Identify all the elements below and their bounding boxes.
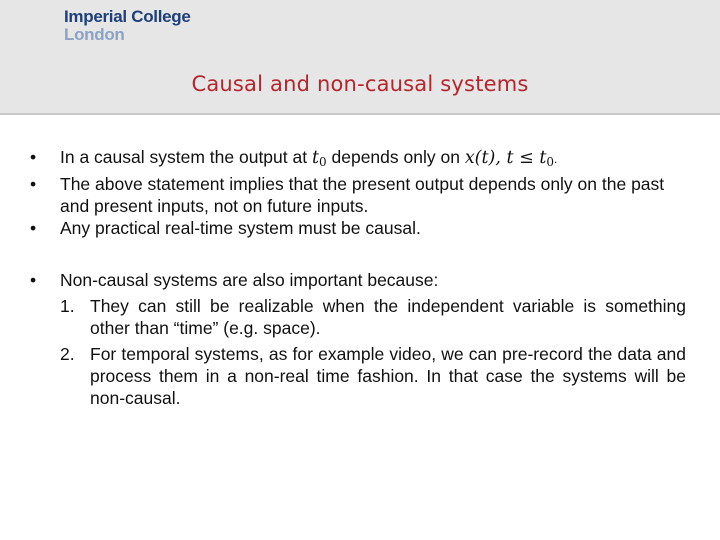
bullet-text-mid: depends only on bbox=[326, 147, 465, 167]
item-number: 2. bbox=[60, 344, 75, 364]
bullet-implication bbox=[30, 173, 686, 217]
slide-header bbox=[0, 0, 720, 115]
bullet-end: . bbox=[554, 152, 558, 166]
bullet-marker: • bbox=[30, 147, 37, 167]
bullet-text: Non-causal systems are also important because: bbox=[60, 270, 439, 290]
item-number: 1. bbox=[60, 296, 75, 316]
bullet-causal-definition bbox=[30, 146, 686, 173]
slide-body bbox=[30, 146, 686, 409]
bullet-noncausal bbox=[30, 269, 686, 291]
numbered-item-1 bbox=[30, 295, 686, 339]
imperial-college-logo bbox=[64, 8, 191, 44]
bullet-marker: • bbox=[30, 218, 37, 238]
bullet-text: Any practical real-time system must be causal. bbox=[60, 218, 421, 238]
numbered-item-2 bbox=[30, 343, 686, 409]
item-text: For temporal systems, as for example video, we can pre-record the data and process them in a non-real time fashion. In that case the systems will be non-causal. bbox=[90, 344, 686, 408]
bullet-text: The above statement implies that the present output depends only on the past and present inputs, not on future inputs. bbox=[60, 174, 665, 216]
math-t0: $t_0$ bbox=[311, 148, 327, 169]
bullet-text: In a causal system the output at bbox=[60, 147, 312, 167]
slide-title: Causal and non-causal systems bbox=[191, 72, 529, 96]
bullet-marker: • bbox=[30, 270, 37, 290]
bullet-practical bbox=[30, 217, 686, 239]
math-xt: x(t), $t \le t_0$ bbox=[464, 148, 554, 169]
logo-line-1: Imperial College bbox=[64, 7, 191, 26]
bullet-marker: • bbox=[30, 174, 37, 194]
item-text: They can still be realizable when the independent variable is something other than “time” (e.g. space). bbox=[90, 296, 686, 338]
logo-line-2: London bbox=[64, 25, 125, 44]
